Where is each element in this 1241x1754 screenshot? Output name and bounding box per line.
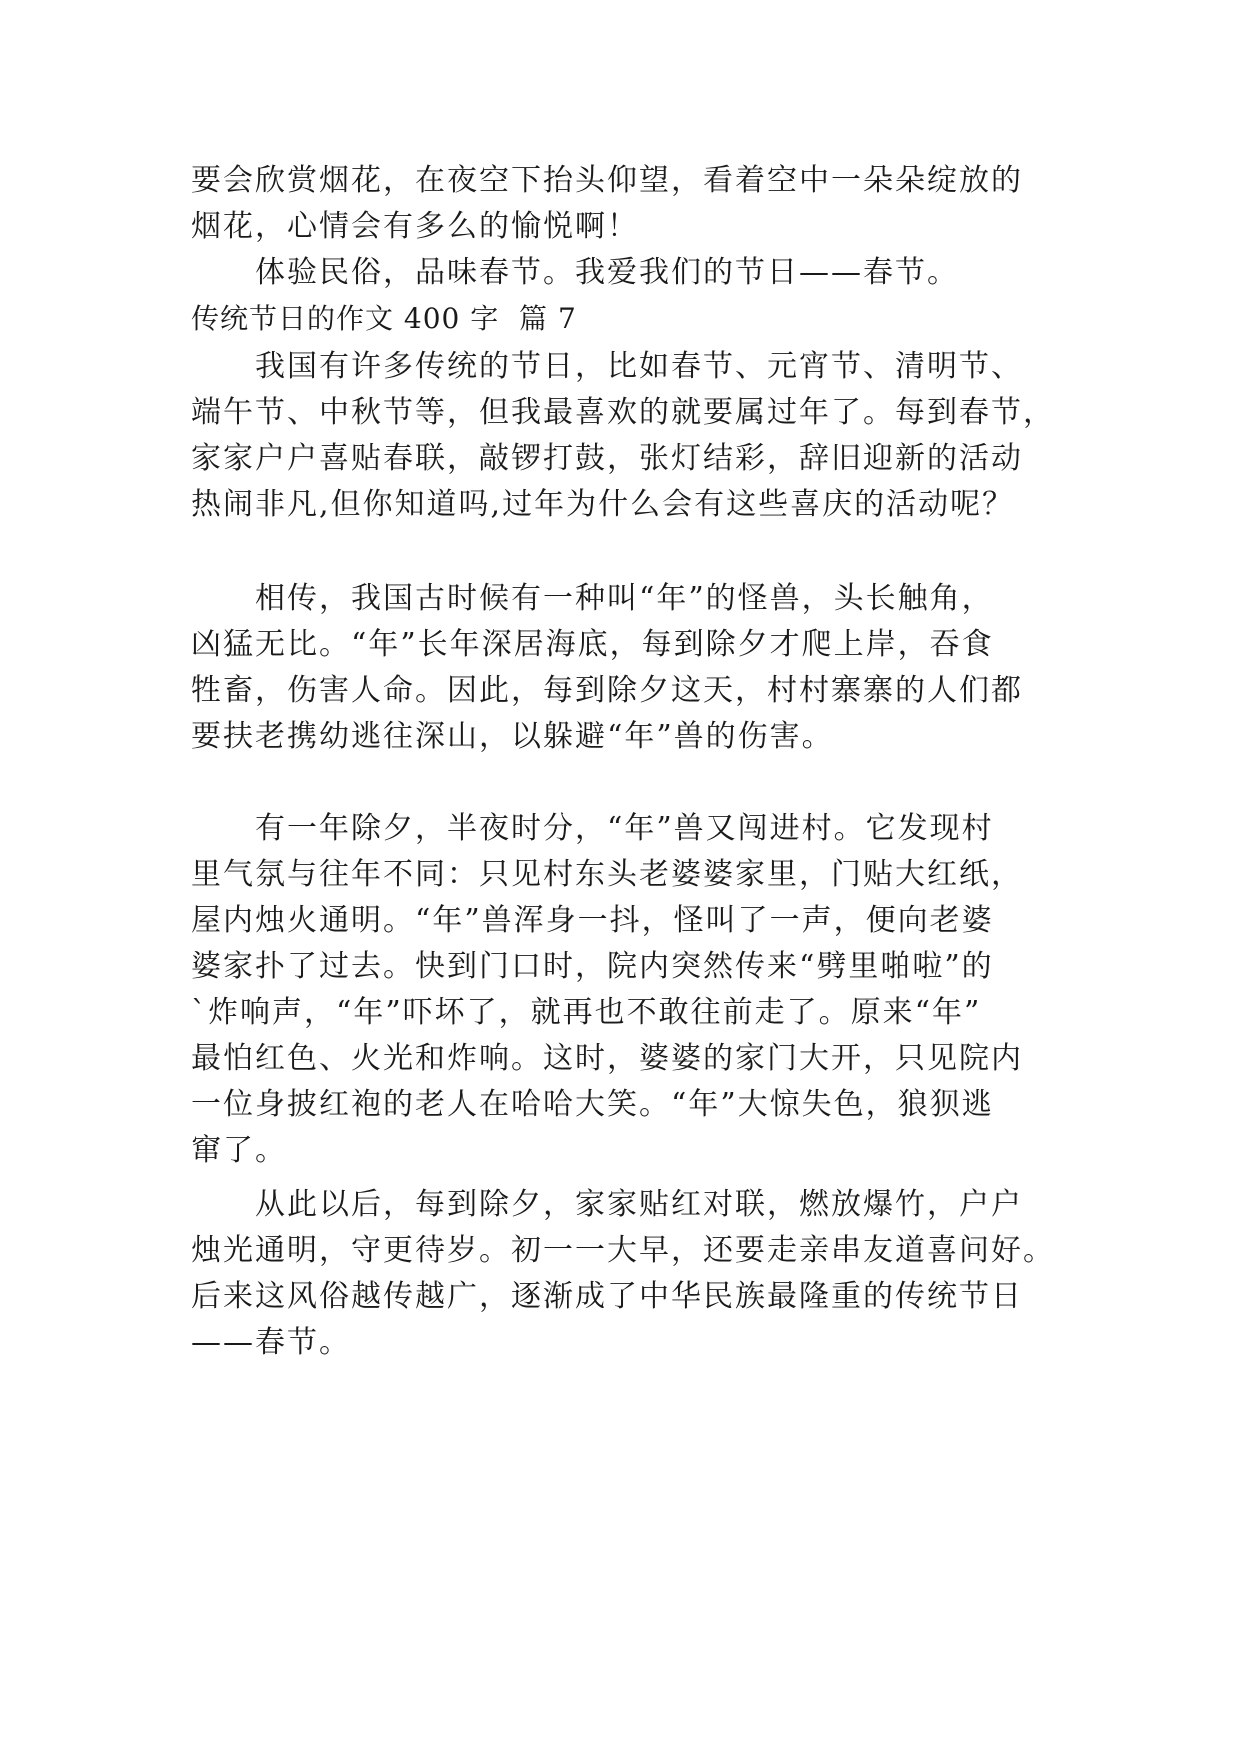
text-line: 从此以后，每到除夕，家家贴红对联，燃放爆竹，户户 bbox=[191, 1187, 1023, 1222]
text-line: 窜了。 bbox=[191, 1133, 287, 1168]
text-line: 体验民俗，品味春节。我爱我们的节日——春节。 bbox=[191, 255, 959, 290]
text-line: 最怕红色、火光和炸响。这时，婆婆的家门大开，只见院内 bbox=[191, 1041, 1023, 1076]
heading-text: 传统节日的作文 400 字 篇 7 bbox=[191, 302, 577, 335]
text-line: 屋内烛火通明。“年”兽浑身一抖，怪叫了一声，便向老婆 bbox=[191, 903, 994, 938]
paragraph-3 bbox=[191, 806, 1061, 1174]
text-line: 家家户户喜贴春联，敲锣打鼓，张灯结彩，辞旧迎新的活动 bbox=[191, 441, 1023, 476]
text-line: 后来这风俗越传越广，逐渐成了中华民族最隆重的传统节日 bbox=[191, 1279, 1023, 1314]
text-line: 烛光通明，守更待岁。初一一大早，还要走亲串友道喜问好。 bbox=[191, 1233, 1055, 1268]
text-line: 热闹非凡,但你知道吗,过年为什么会有这些喜庆的活动呢？ bbox=[191, 487, 1015, 522]
paragraph-closing bbox=[191, 250, 1061, 296]
section-heading bbox=[191, 296, 1061, 342]
paragraph-1 bbox=[191, 344, 1061, 528]
paragraph-continuation bbox=[191, 158, 1061, 250]
paragraph-4 bbox=[191, 1182, 1061, 1366]
text-line: 一位身披红袍的老人在哈哈大笑。“年”大惊失色，狼狈逃 bbox=[191, 1087, 994, 1122]
text-line: `炸响声，“年”吓坏了，就再也不敢往前走了。原来“年” bbox=[191, 995, 982, 1030]
paragraph-2 bbox=[191, 576, 1061, 760]
text-line: 凶猛无比。“年”长年深居海底，每到除夕才爬上岸，吞食 bbox=[191, 627, 994, 662]
text-line: 相传，我国古时候有一种叫“年”的怪兽，头长触角， bbox=[191, 581, 994, 616]
text-line: 要会欣赏烟花，在夜空下抬头仰望，看着空中一朵朵绽放的 bbox=[191, 163, 1023, 198]
text-line: 要扶老携幼逃往深山，以躲避“年”兽的伤害。 bbox=[191, 719, 834, 754]
text-line: 我国有许多传统的节日，比如春节、元宵节、清明节、 bbox=[191, 349, 1023, 384]
text-line: 端午节、中秋节等，但我最喜欢的就要属过年了。每到春节， bbox=[191, 395, 1055, 430]
text-line: 里气氛与往年不同：只见村东头老婆婆家里，门贴大红纸， bbox=[191, 857, 1023, 892]
text-line: 婆家扑了过去。快到门口时，院内突然传来“劈里啪啦”的 bbox=[191, 949, 994, 984]
text-line: 牲畜，伤害人命。因此，每到除夕这天，村村寨寨的人们都 bbox=[191, 673, 1023, 708]
text-line: 烟花，心情会有多么的愉悦啊！ bbox=[191, 209, 639, 244]
text-line: ——春节。 bbox=[191, 1325, 351, 1360]
text-line: 有一年除夕，半夜时分，“年”兽又闯进村。它发现村 bbox=[191, 811, 994, 846]
